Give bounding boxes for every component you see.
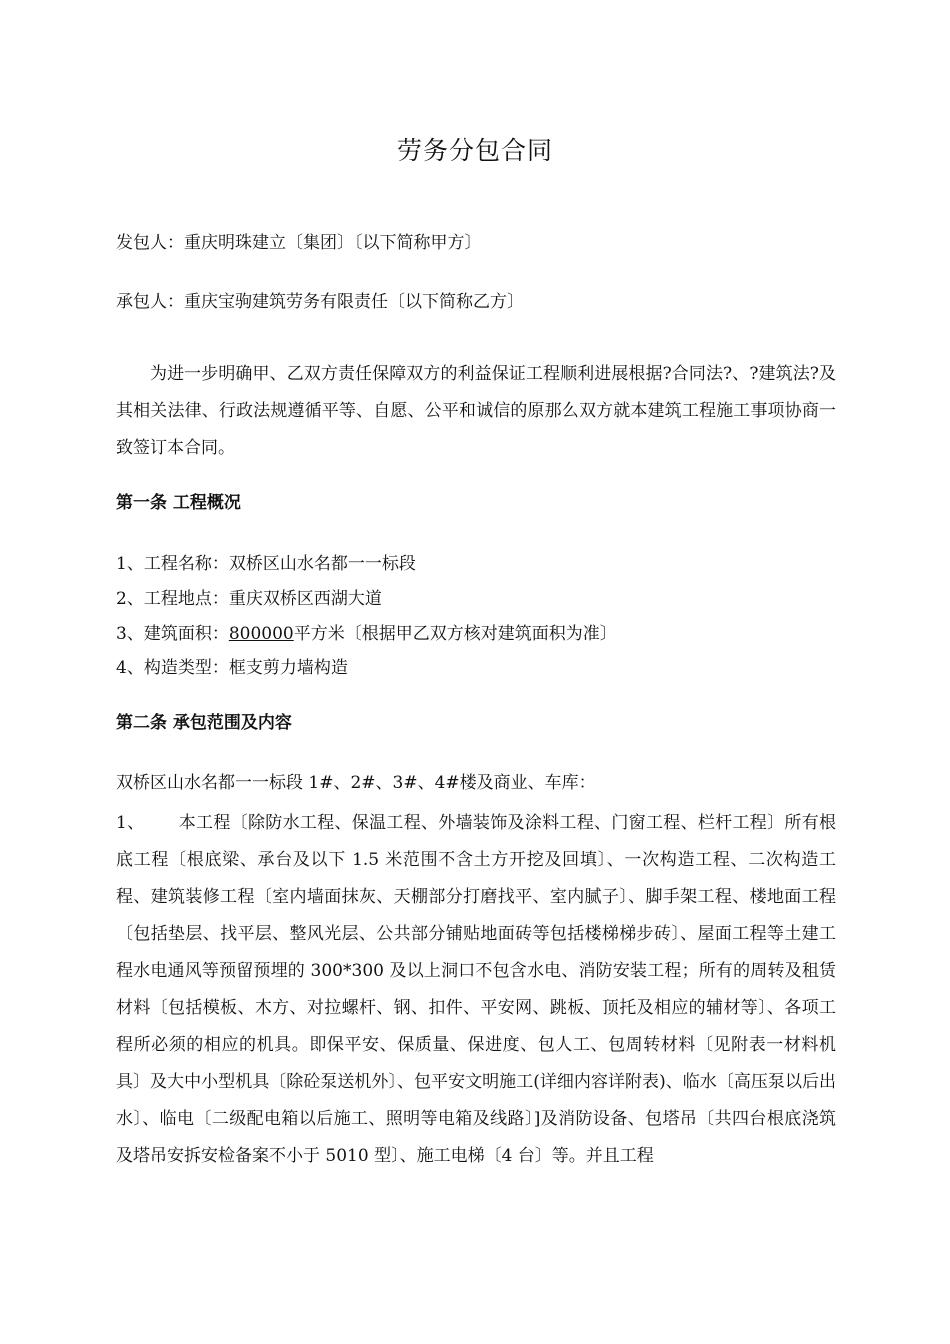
document-title: 劳务分包合同: [396, 136, 553, 165]
party-a-line: 发包人：重庆明珠建立〔集团〕〔以下简称甲方〕: [116, 233, 482, 253]
clause-number: 1、: [116, 813, 145, 833]
party-b-line: 承包人：重庆宝驹建筑劳务有限责任〔以下简称乙方〕: [116, 292, 524, 312]
article1-item-1: 1、工程名称：双桥区山水名都一一标段: [116, 554, 416, 574]
article1-item-2: 2、工程地点：重庆双桥区西湖大道: [116, 589, 382, 609]
intro-paragraph: 为进一步明确甲、乙双方责任保障双方的利益保证工程顺利进展根据?合同法?、?建筑法?及其相关法律、行政法规遵循平等、自愿、公平和诚信的原那么双方就本建筑工程施工事项协商一致签订本合同。: [116, 364, 836, 458]
scope-clause-1: [116, 805, 836, 1175]
scope-line: 双桥区山水名都一一标段 1#、2#、3#、4#楼及商业、车库：: [116, 773, 596, 793]
article1-item-3: [116, 622, 617, 646]
article1-heading: 第一条 工程概况: [116, 493, 241, 513]
building-area-value: 800000: [228, 624, 294, 644]
item3-prefix: 3、建筑面积：: [116, 624, 229, 644]
article1-item-4: 4、构造类型：框支剪力墙构造: [116, 658, 348, 678]
article2-heading: 第二条 承包范围及内容: [116, 713, 292, 733]
clause-text: 本工程〔除防水工程、保温工程、外墙装饰及涂料工程、门窗工程、栏杆工程〕所有根底工程〔根底梁、承台及以下 1.5 米范围不含土方开挖及回填〕、一次构造工程、二次构造工程、建筑装修工程〔室内墙面抹灰、天棚部分打磨找平、室内腻子〕、脚手架工程、楼地面工程〔包括垫层、找平层、整风光层、公共部分铺贴地面砖等包括楼梯梯步砖〕、屋面工程等土建工程水电通风等预留预埋的 300*300 及以上洞口不包含水电、消防安装工程；所有的周转及租赁材料〔包括模板、木方、对拉螺杆、钢、扣件、平安网、跳板、顶托及相应的辅材等〕、各项工程所必须的相应的机具。即保平安、保质量、保进度、包人工、包周转材料〔见附表一材料机具〕及大中小型机具〔除砼泵送机外〕、包平安文明施工(详细内容详附表)、临水〔高压泵以后出水〕、临电〔二级配电箱以后施工、照明等电箱及线路〕]及消防设备、包塔吊〔共四台根底浇筑及塔吊安拆安检备案不小于 5010 型〕、施工电梯〔4 台〕等。并且工程: [116, 813, 836, 1166]
item3-suffix: 平方米〔根据甲乙双方核对建筑面积为准〕: [293, 624, 617, 644]
